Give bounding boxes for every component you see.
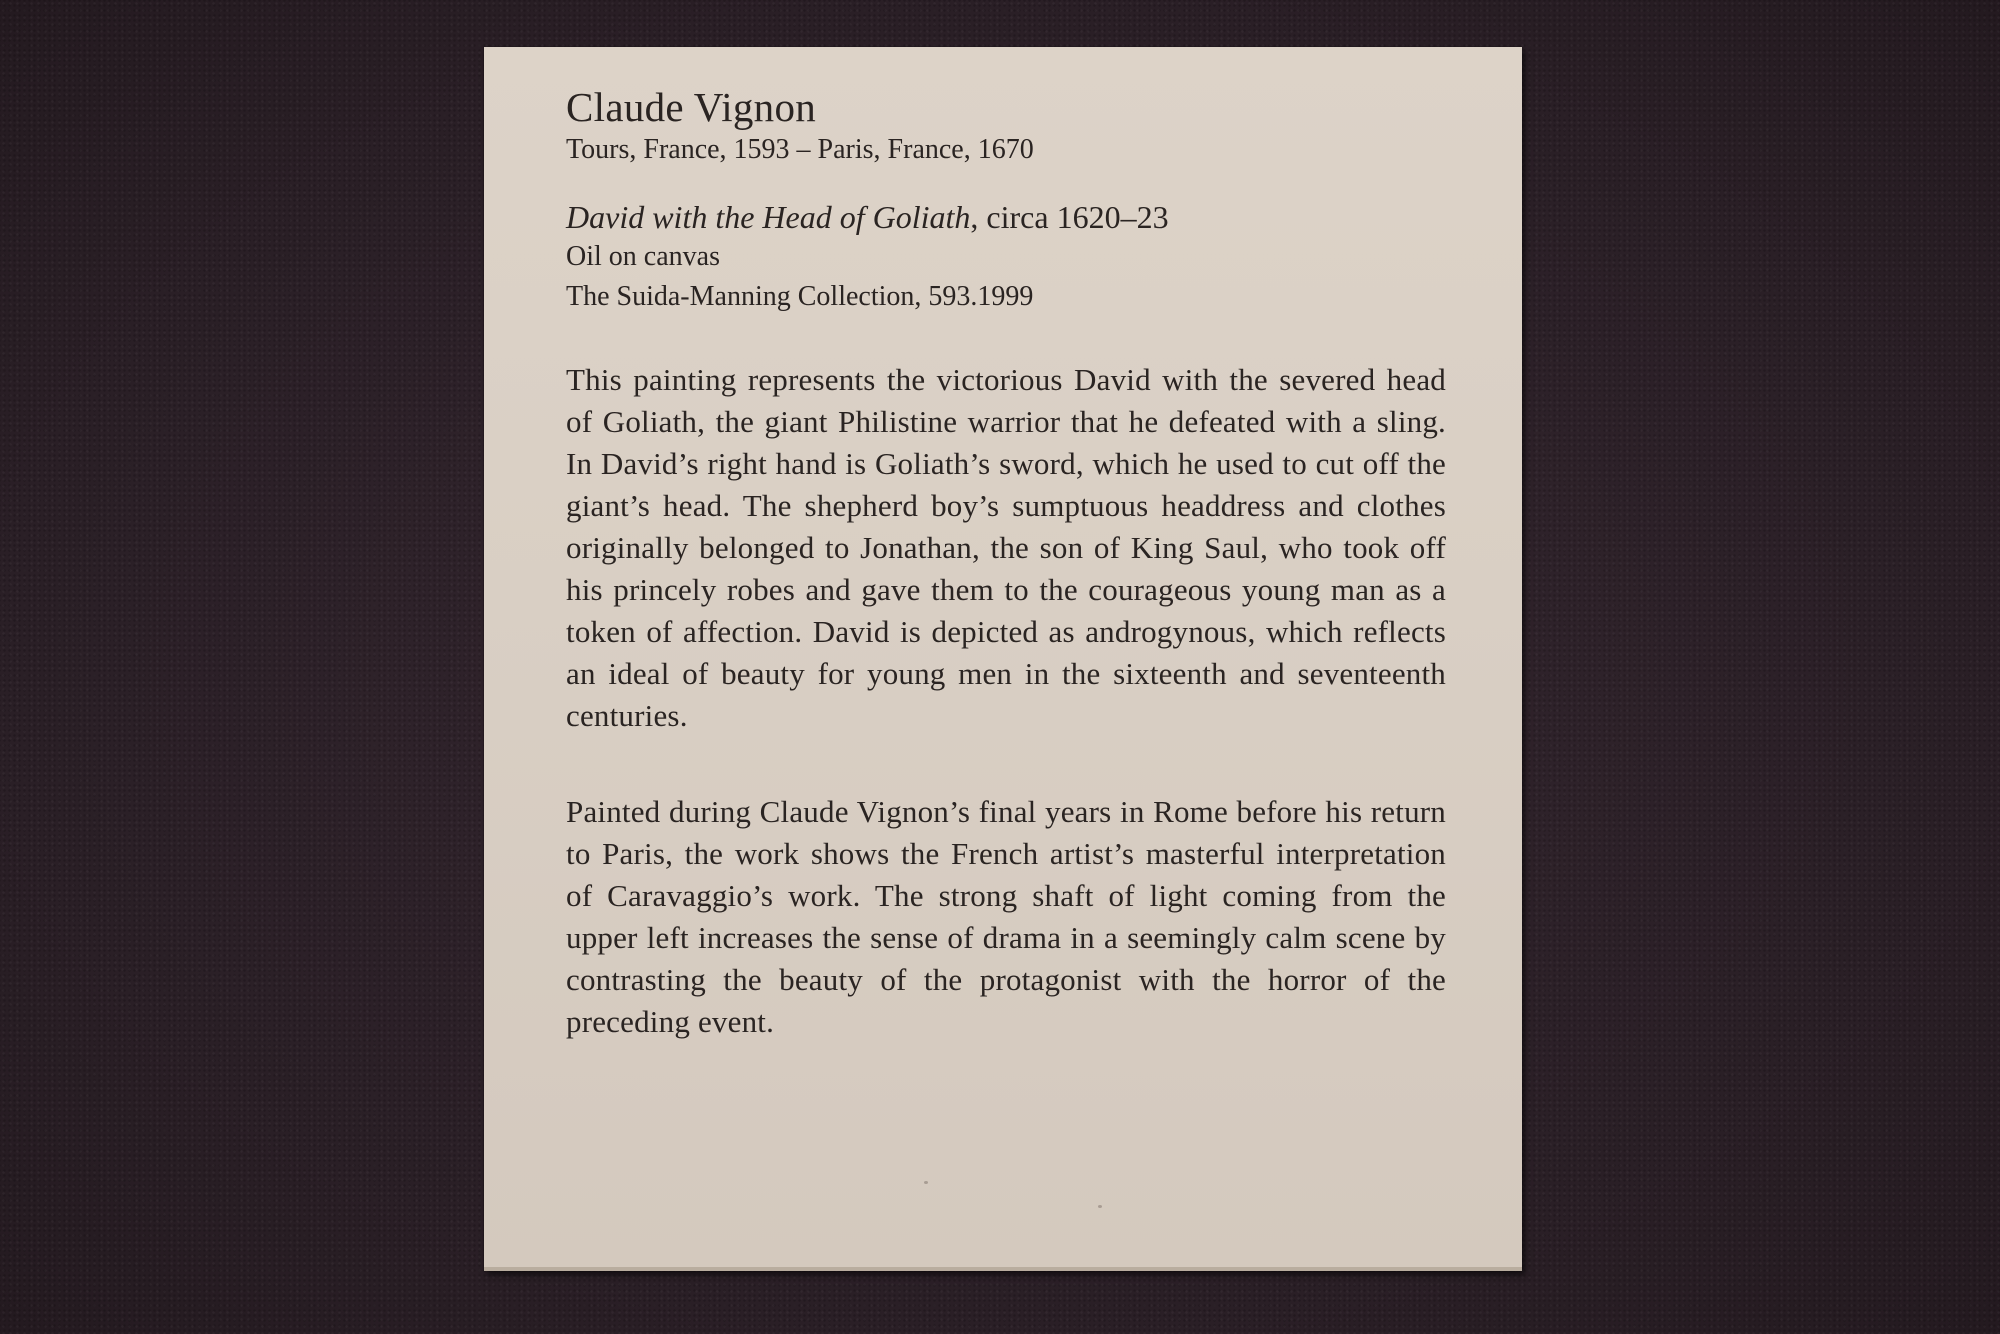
artwork-title: David with the Head of Goliath (566, 199, 971, 235)
artwork-credit-line: The Suida-Manning Collection, 593.1999 (566, 281, 1034, 312)
artist-birth-death: Tours, France, 1593 – Paris, France, 1670 (566, 134, 1034, 165)
artwork-title-line (566, 197, 1446, 237)
artist-name: Claude Vignon (566, 84, 817, 130)
artwork-medium: Oil on canvas (566, 241, 720, 272)
artwork-details (566, 197, 1446, 317)
description-paragraph-1: This painting represents the victorious David with the severed head of Goliath, the giant Philistine warrior that he defeated with a sling. In David’s right hand is Goliath’s sword, which he used to cut off the giant’s head. The shepherd boy’s sumptuous headdress and clothes originally belonged to Jonathan, the son of King Saul, who took off his princely robes and gave them to the courageous young man as a token of affection. David is depicted as androgynous, which reflects an ideal of beauty for young men in the sixteenth and seventeenth centuries. (566, 362, 1446, 733)
paper-blemish (924, 1181, 928, 1184)
description-paragraph-2: Painted during Claude Vignon’s final years in Rome before his return to Paris, the work shows the French artist’s masterful interpretation of Caravaggio’s work. The strong shaft of light coming from the upper left increases the sense of drama in a seemingly calm scene by contrasting the beauty of the protagonist with the horror of the preceding event. (566, 794, 1446, 1039)
paper-blemish (1098, 1205, 1102, 1208)
artwork-date: , circa 1620–23 (970, 199, 1169, 235)
label-content (566, 83, 1446, 1043)
museum-wall-label (484, 47, 1522, 1271)
